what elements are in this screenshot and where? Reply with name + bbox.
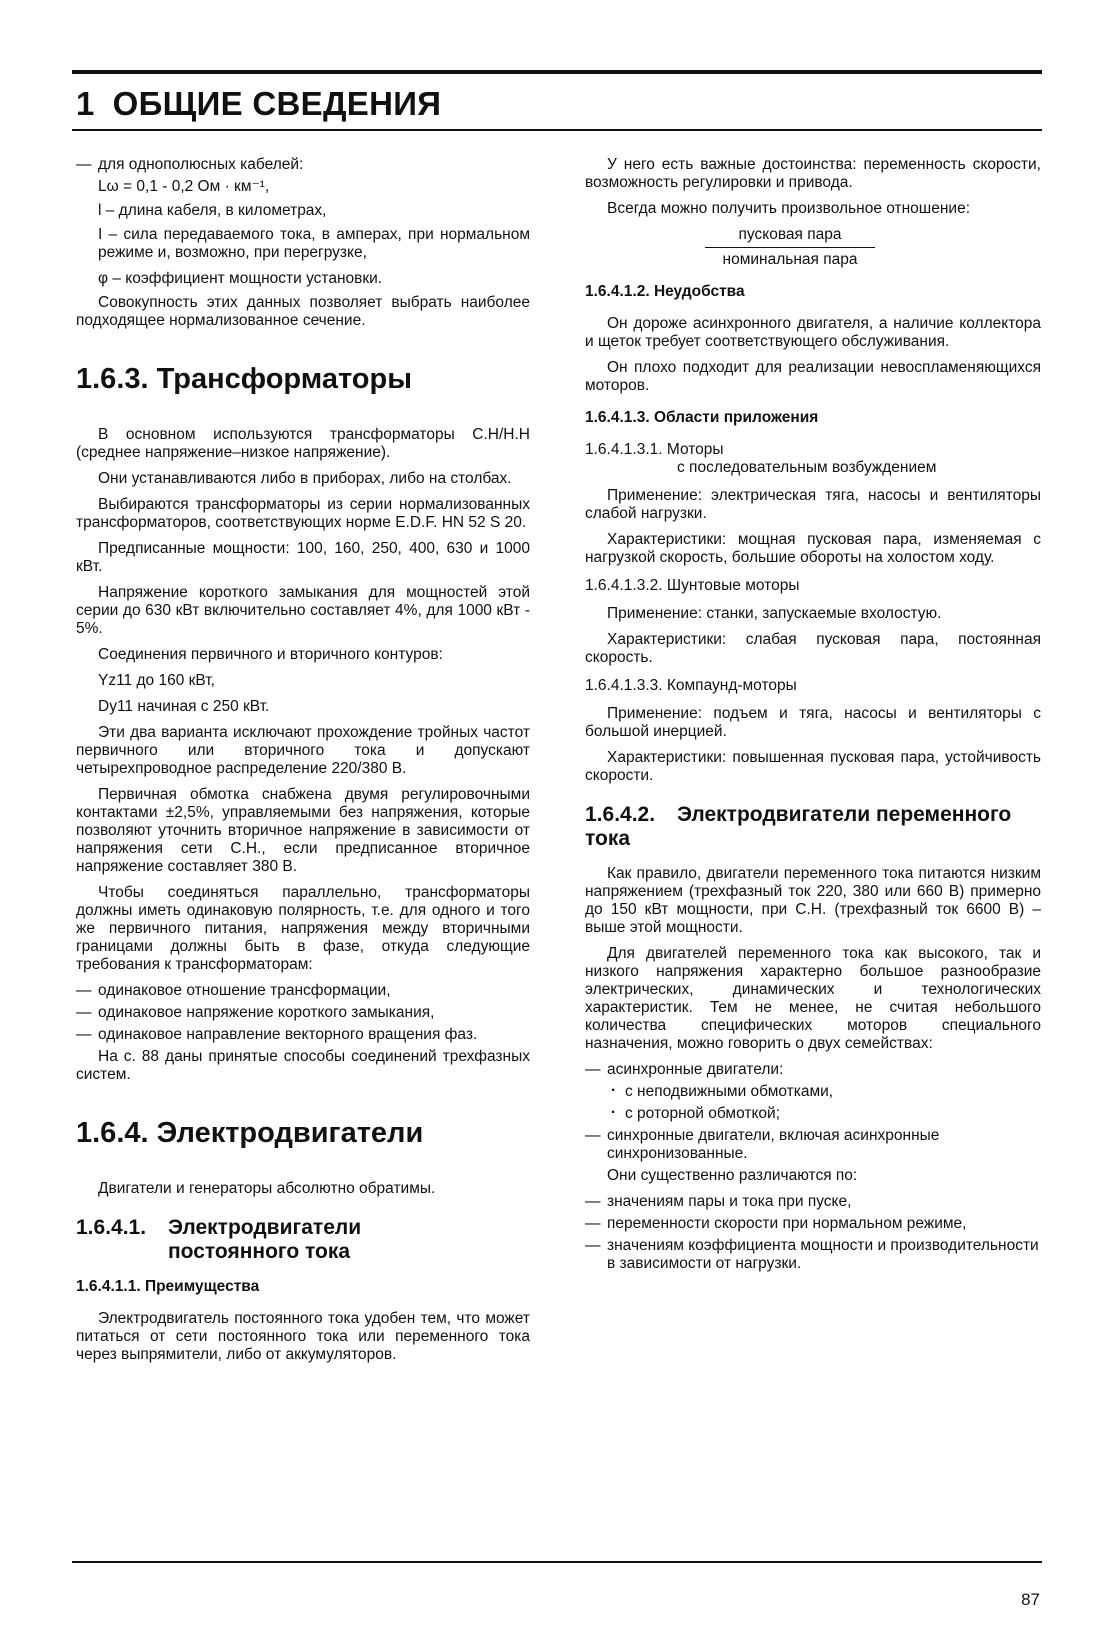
- paragraph: Всегда можно получить произвольное отношение:: [607, 200, 971, 217]
- subsection-heading-ac-motors: [585, 803, 1041, 851]
- paragraph: Совокупность этих данных позволяет выбрать наиболее подходящее нормализованное сечение.: [76, 294, 530, 329]
- paragraph: Характеристики: повышенная пусковая пара, устойчивость скорости.: [585, 749, 1041, 784]
- dash-item: — синхронные двигатели, включая асинхронные синхронизованные.: [585, 1127, 1041, 1163]
- fraction-numerator: пусковая пара: [705, 226, 875, 248]
- paragraph: Yz11 до 160 кВт,: [98, 672, 215, 689]
- paragraph: Чтобы соединяться параллельно, трансформаторы должны иметь одинаковую полярность, т.е. для одного и того же первичного питания, напряжения между вторичными границами должны быть в фазе, откуда следующие требования к трансформаторам:: [76, 884, 530, 973]
- ratio-fraction: [705, 226, 875, 269]
- paragraph: Первичная обмотка снабжена двумя регулировочными контактами ±2,5%, управляемыми без напряжения, которые позволяют уточнить вторичное напряжение в зависимости от напряжения сети С.Н., если предписанное вторичное напряжение составляет 380 В.: [76, 786, 530, 875]
- dash-item: — асинхронные двигатели:: [585, 1061, 1041, 1079]
- heading-applications: 1.6.4.1.3. Области приложения: [585, 409, 819, 426]
- paragraph: Напряжение короткого замыкания для мощностей этой серии до 630 кВт включительно составляет 4%, для 1000 кВт - 5%.: [76, 584, 530, 637]
- footer-rule: [72, 1561, 1042, 1563]
- subsection-title-line: Электродвигатели: [168, 1216, 362, 1239]
- formula-line: I – сила передаваемого тока, в амперах, при нормальном режиме и, возможно, при перегрузке,: [98, 226, 530, 261]
- subsection-title-line: Электродвигатели переменного тока: [585, 803, 1012, 850]
- paragraph: Двигатели и генераторы абсолютно обратимы.: [98, 1180, 436, 1197]
- paragraph: У него есть важные достоинства: переменность скорости, возможность регулировки и привода.: [585, 156, 1041, 191]
- paragraph: Для двигателей переменного тока как высокого, так и низкого напряжения характерно большое разнообразие электрических, динамических и технологических характеристик. Тем не менее, не считая небольшого количества специфических моторов специального назначения, можно говорить о двух семействах:: [585, 945, 1041, 1052]
- paragraph: Электродвигатель постоянного тока удобен тем, что может питаться от сети постоянного тока или переменного тока через выпрямители, либо от аккумуляторов.: [76, 1310, 530, 1363]
- paragraph: Они существенно различаются по:: [607, 1167, 858, 1184]
- heading-line: с последовательным возбуждением: [677, 459, 937, 476]
- paragraph: Применение: подъем и тяга, насосы и вентиляторы с большой инерцией.: [585, 705, 1041, 740]
- dash-item: — переменности скорости при нормальном режиме,: [585, 1215, 1041, 1233]
- page-number: 87: [1021, 1590, 1040, 1609]
- section-heading-motors: 1.6.4. Электродвигатели: [76, 1117, 424, 1149]
- right-column: [585, 156, 1041, 1277]
- paragraph: Применение: электрическая тяга, насосы и вентиляторы слабой нагрузки.: [585, 487, 1041, 522]
- paragraph: На с. 88 даны принятые способы соединений трехфазных систем.: [76, 1048, 530, 1083]
- paragraph: Выбираются трансформаторы из серии нормализованных трансформаторов, соответствующих норме E.D.F. HN 52 S 20.: [76, 496, 530, 531]
- formula-line: Lω = 0,1 - 0,2 Ом · км⁻¹,: [98, 178, 270, 195]
- paragraph: Характеристики: мощная пусковая пара, изменяемая с нагрузкой скорость, большие обороты на холостом ходу.: [585, 531, 1041, 566]
- heading-advantages: 1.6.4.1.1. Преимущества: [76, 1278, 260, 1295]
- dash-item: — значениям коэффициента мощности и производительности в зависимости от нагрузки.: [585, 1237, 1041, 1273]
- subsection-heading-dc-motors: [76, 1216, 530, 1264]
- dash-item: — одинаковое направление векторного вращения фаз.: [76, 1026, 530, 1044]
- dash-item: — для однополюсных кабелей:: [76, 156, 530, 174]
- bullet-item: · с роторной обмоткой;: [585, 1105, 1041, 1123]
- heading-compound-motors: 1.6.4.1.3.3. Компаунд-моторы: [585, 677, 797, 694]
- paragraph: Предписанные мощности: 100, 160, 250, 400, 630 и 1000 кВт.: [76, 540, 530, 575]
- heading-disadvantages: 1.6.4.1.2. Неудобства: [585, 283, 745, 300]
- section-heading-transformers: 1.6.3. Трансформаторы: [76, 363, 412, 395]
- top-rule: [72, 70, 1042, 74]
- fraction-denominator: номинальная пара: [722, 251, 858, 268]
- paragraph: Эти два варианта исключают прохождение тройных частот первичного или вторичного тока и допускают четырехпроводное распределение 220/380 В.: [76, 724, 530, 777]
- heading-line: 1.6.4.1.3.1. Моторы: [585, 441, 724, 458]
- heading-rule: [72, 129, 1042, 131]
- dash-item: — одинаковое напряжение короткого замыкания,: [76, 1004, 530, 1022]
- paragraph: Характеристики: слабая пусковая пара, постоянная скорость.: [585, 631, 1041, 666]
- paragraph: В основном используются трансформаторы С.Н/Н.Н (среднее напряжение–низкое напряжение).: [76, 426, 530, 461]
- paragraph: Он плохо подходит для реализации невоспламеняющихся моторов.: [585, 359, 1041, 394]
- paragraph: Соединения первичного и вторичного контуров:: [98, 646, 443, 663]
- chapter-heading: [76, 84, 441, 124]
- left-column: [76, 156, 530, 1372]
- chapter-number: 1: [76, 85, 95, 122]
- bullet-item: · с неподвижными обмотками,: [585, 1083, 1041, 1101]
- paragraph: Он дороже асинхронного двигателя, а наличие коллектора и щеток требует соответствующего обслуживания.: [585, 315, 1041, 350]
- dash-item: — значениям пары и тока при пуске,: [585, 1193, 1041, 1211]
- paragraph: Они устанавливаются либо в приборах, либо на столбах.: [98, 470, 512, 487]
- chapter-title: ОБЩИЕ СВЕДЕНИЯ: [112, 85, 442, 122]
- subsection-number: 1.6.4.1.: [76, 1216, 147, 1239]
- paragraph: Применение: станки, запускаемые вхолостую.: [607, 605, 942, 622]
- heading-shunt-motors: 1.6.4.1.3.2. Шунтовые моторы: [585, 577, 800, 594]
- formula-line: φ – коэффициент мощности установки.: [98, 270, 383, 287]
- paragraph: Dy11 начиная с 250 кВт.: [98, 698, 270, 715]
- dash-item: — одинаковое отношение трансформации,: [76, 982, 530, 1000]
- subsection-number: 1.6.4.2.: [585, 803, 656, 826]
- formula-line: l – длина кабеля, в километрах,: [98, 202, 327, 219]
- heading-series-motors: [585, 441, 1041, 477]
- paragraph: Как правило, двигатели переменного тока питаются низким напряжением (трехфазный ток 220, 380 или 660 В) примерно до 150 кВт мощности, при С.Н. (трехфазный ток 6600 В) – выше этой мощности.: [585, 865, 1041, 936]
- subsection-title-line: постоянного тока: [168, 1240, 351, 1263]
